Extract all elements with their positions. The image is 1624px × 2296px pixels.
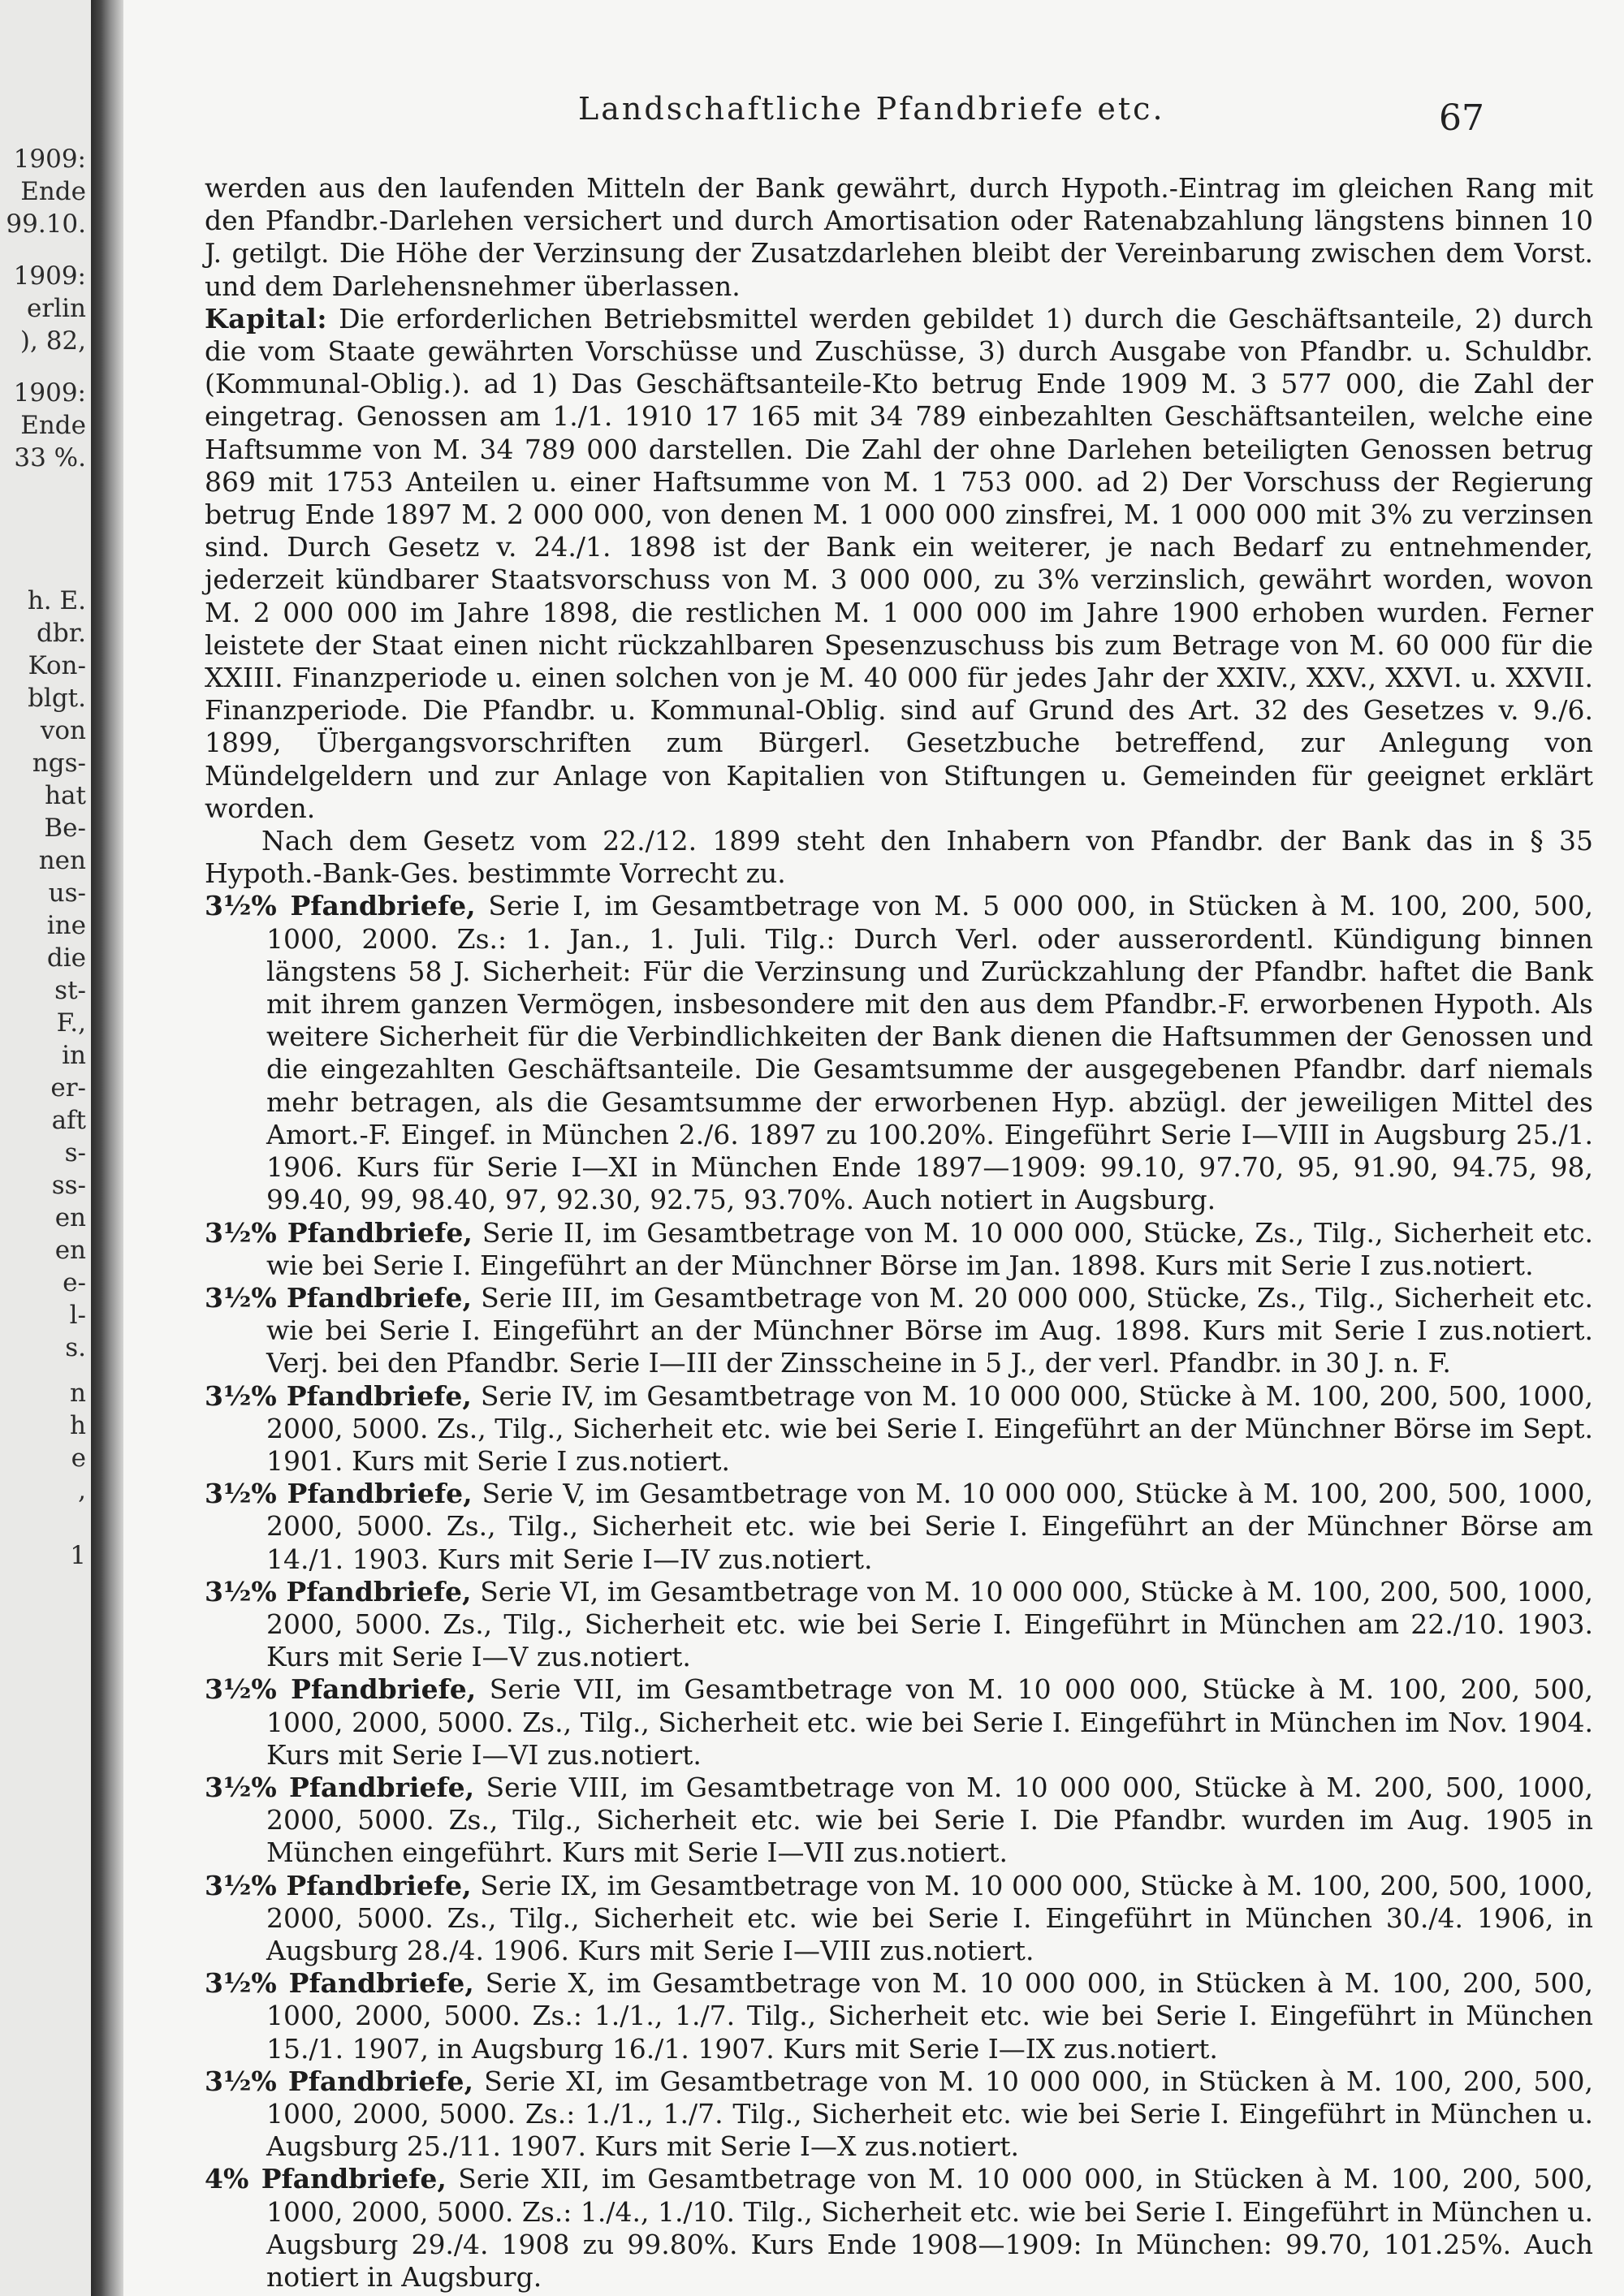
entry-lead: 3½% Pfandbriefe, bbox=[205, 1673, 477, 1706]
margin-fragment: blgt. bbox=[28, 684, 86, 713]
entry-lead: 3½% Pfandbriefe, bbox=[205, 1281, 472, 1314]
margin-fragment: ine bbox=[46, 911, 86, 940]
paragraph-text: Serie XII, im Gesamtbetrage von M. 10 000 000, in Stücken à M. 100, 200, 500, 1000, 2000, 5000. Zs.: 1./4., 1./10. Tilg., Sicherheit etc. wie bei Serie I. Eingeführt in München u. Augsburg 29./4. 1908 zu 99.80%. Kurs Ende 1908—1909: In München: 99.70, 101.25%. Auch notiert in Augsburg. bbox=[266, 2163, 1593, 2293]
entry-lead: 3½% Pfandbriefe, bbox=[205, 1771, 475, 1803]
margin-fragment: h bbox=[70, 1411, 86, 1440]
margin-fragment: Kon- bbox=[28, 651, 86, 680]
document-page bbox=[123, 0, 1624, 2296]
paragraph-text: Serie VIII, im Gesamtbetrage von M. 10 000 000, Stücke à M. 200, 500, 1000, 2000, 5000. Zs., Tilg., Sicherheit etc. wie bei Serie I. Die Pfandbr. wurden im Aug. 1905 in München eingeführt. Kurs mit Serie I—VII zus.notiert. bbox=[266, 1771, 1594, 1869]
paragraph-text: Serie IV, im Gesamtbetrage von M. 10 000 000, Stücke à M. 100, 200, 500, 1000, 2000, 5000. Zs., Tilg., Sicherheit etc. wie bei Serie I. Eingeführt an der Münchner Börse im Sept. 1901. Kurs mit Serie I zus.notiert. bbox=[266, 1379, 1593, 1477]
paragraph-text: Serie III, im Gesamtbetrage von M. 20 000 000, Stücke, Zs., Tilg., Sicherheit etc. wie bei Serie I. Eingeführt an der Münchner Börse im Aug. 1898. Kurs mit Serie I zus.notiert. Verj. bei den Pfandbr. Serie I—III der Zinsscheine in 5 J., der verl. Pfandbr. in 30 J. n. F. bbox=[266, 1281, 1593, 1379]
adjacent-page-margin bbox=[0, 0, 91, 2296]
margin-fragment: 1909: bbox=[13, 261, 86, 291]
entry-lead: 3½% Pfandbriefe, bbox=[205, 1478, 473, 1510]
entry-paragraph bbox=[205, 2163, 1593, 2294]
margin-fragment: e bbox=[71, 1444, 86, 1473]
entry-paragraph bbox=[205, 2065, 1593, 2164]
margin-fragment: dbr. bbox=[37, 619, 86, 648]
entry-lead: 3½% Pfandbriefe, bbox=[205, 1575, 472, 1608]
margin-fragment: us- bbox=[48, 878, 86, 908]
entry-paragraph bbox=[205, 1576, 1593, 1674]
margin-fragment: Ende bbox=[20, 177, 86, 206]
margin-fragment: nen bbox=[38, 846, 86, 875]
margin-fragment: von bbox=[40, 716, 86, 745]
margin-fragment: erlin bbox=[27, 294, 86, 323]
paragraph-text: Serie IX, im Gesamtbetrage von M. 10 000 000, Stücke à M. 100, 200, 500, 1000, 2000, 5000. Zs., Tilg., Sicherheit etc. wie bei Serie I. Eingeführt in München 30./4. 1906, in Augsburg 28./4. 1906. Kurs mit Serie I—VIII zus.notiert. bbox=[266, 1869, 1594, 1966]
entry-paragraph bbox=[205, 1870, 1593, 1968]
entry-paragraph bbox=[205, 1967, 1593, 2065]
entry-paragraph bbox=[205, 1772, 1593, 1870]
paragraph-text: Nach dem Gesetz vom 22./12. 1899 steht den Inhabern von Pfandbr. der Bank das in § 35 Hypoth.-Bank-Ges. bestimmte Vorrecht zu. bbox=[205, 825, 1593, 890]
margin-fragment: s. bbox=[65, 1333, 86, 1362]
margin-fragment: hat bbox=[45, 781, 86, 810]
entry-lead: 3½% Pfandbriefe, bbox=[205, 1869, 472, 1901]
paragraph-text: Serie V, im Gesamtbetrage von M. 10 000 000, Stücke à M. 100, 200, 500, 1000, 2000, 5000. Zs., Tilg., Sicherheit etc. wie bei Serie I. Eingeführt an der Münchner Börse am 14./1. 1903. Kurs mit Serie I—IV zus.notiert. bbox=[266, 1478, 1594, 1575]
margin-fragment: ngs- bbox=[32, 749, 86, 778]
margin-fragment: l- bbox=[69, 1301, 86, 1330]
margin-fragment: en bbox=[54, 1203, 86, 1232]
paragraph-text: Serie II, im Gesamtbetrage von M. 10 000 000, Stücke, Zs., Tilg., Sicherheit etc. wie bei Serie I. Eingeführt an der Münchner Börse im Jan. 1898. Kurs mit Serie I zus.notiert. bbox=[266, 1216, 1594, 1281]
body-paragraph bbox=[205, 172, 1593, 303]
body-paragraph bbox=[205, 825, 1593, 890]
margin-fragment: st- bbox=[54, 976, 86, 1005]
paragraph-text: Die erforderlichen Betriebsmittel werden gebildet 1) durch die Geschäftsanteile, 2) durch die vom Staate gewährten Vorschüsse und Zuschüsse, 3) durch Ausgabe von Pfandbr. u. Schuldbr. (Kommunal-Oblig.). ad 1) Das Geschäftsanteile-Kto betrug Ende 1909 M. 3 577 000, die Zahl der eingetrag. Genossen am 1./1. 1910 17 165 mit 34 789 einbezahlten Geschäftsanteilen, welche eine Haftsumme von M. 34 789 000 darstellen. Die Zahl der ohne Darlehen beteiligten Genossen betrug 869 mit 1753 Anteilen u. einer Haftsumme von M. 1 753 000. ad 2) Der Vorschuss der Regierung betrug Ende 1897 M. 2 000 000, von denen M. 1 000 000 zinsfrei, M. 1 000 000 mit 3% zu verzinsen sind. Durch Gesetz v. 24./1. 1898 ist der Bank ein weiterer, je nach Bedarf zu entnehmender, jederzeit kündbarer Staatsvorschuss von M. 3 000 000, zu 3% verzinslich, gewährt worden, wovon M. 2 000 000 im Jahre 1898, die restlichen M. 1 000 000 im Jahre 1900 erhoben wurden. Ferner leistete der Staat einen nicht rückzahlbaren Spesenzuschuss bis zum Betrage von M. 60 000 für die XXIII. Finanzperiode u. einen solchen von je M. 40 000 für jedes Jahr der XXIV., XXV., XXVI. u. XXVII. Finanzperiode. Die Pfandbr. u. Kommunal-Oblig. sind auf Grund des Art. 32 des Gesetzes v. 9./6. 1899, Übergangsvorschriften zum Bürgerl. Gesetzbuche betreffend, zur Anlegung von Mündelgeldern und zur Anlage von Kapitalien von Stiftungen u. Gemeinden für geeignet erklärt worden. bbox=[205, 302, 1593, 824]
entry-paragraph bbox=[205, 1217, 1593, 1282]
entry-paragraph bbox=[205, 1673, 1593, 1772]
entry-lead: 3½% Pfandbriefe, bbox=[205, 1967, 474, 2000]
margin-fragment: F., bbox=[56, 1008, 86, 1038]
margin-fragment: 99.10. bbox=[6, 209, 86, 239]
margin-fragment: ss- bbox=[51, 1171, 86, 1200]
paragraph-text: Serie I, im Gesamtbetrage von M. 5 000 000, in Stücken à M. 100, 200, 500, 1000, 2000. Zs.: 1. Jan., 1. Juli. Tilg.: Durch Verl. oder ausserordentl. Kündigung binnen längstens 58 J. Sicherheit: Für die Verzinsung und Zurückzahlung der Pfandbr. haftet die Bank mit ihrem ganzen Vermögen, insbesondere mit den aus dem Pfandbr.-F. erworbenen Hypoth. Als weitere Sicherheit für die Verbindlichkeiten der Bank dienen die Haftsummen der Genossen und die eingezahlten Geschäftsanteile. Die Gesamtsumme der ausgegebenen Pfandbr. darf niemals mehr betragen, als die Gesamtsumme der erworbenen Hyp. abzügl. der jeweiligen Mittel des Amort.-F. Eingef. in München 2./6. 1897 zu 100.20%. Eingeführt Serie I—VIII in Augsburg 25./1. 1906. Kurs für Serie I—XI in München Ende 1897—1909: 99.10, 97.70, 95, 91.90, 94.75, 98, 99.40, 99, 98.40, 97, 92.30, 92.75, 93.70%. Auch notiert in Augsburg. bbox=[266, 890, 1593, 1216]
margin-fragment: 1909: bbox=[13, 145, 86, 174]
entry-paragraph bbox=[205, 1380, 1593, 1478]
margin-fragment: e- bbox=[63, 1268, 86, 1297]
page-number: 67 bbox=[1439, 97, 1484, 139]
margin-fragment: die bbox=[46, 943, 86, 973]
entry-lead: 4% Pfandbriefe, bbox=[205, 2163, 447, 2195]
margin-fragment: 1 bbox=[70, 1541, 86, 1570]
entry-lead: 3½% Pfandbriefe, bbox=[205, 2065, 473, 2097]
margin-fragment: h. E. bbox=[27, 586, 86, 615]
margin-fragment: er- bbox=[50, 1073, 86, 1103]
margin-fragment: en bbox=[54, 1236, 86, 1265]
entry-lead: 3½% Pfandbriefe, bbox=[205, 890, 476, 922]
entry-lead: Kapital: bbox=[205, 302, 328, 334]
entry-lead: 3½% Pfandbriefe, bbox=[205, 1216, 473, 1249]
running-title: Landschaftliche Pfandbriefe etc. bbox=[578, 91, 1165, 127]
margin-fragment: 33 %. bbox=[14, 443, 86, 473]
entry-paragraph bbox=[205, 303, 1593, 825]
paragraph-text: Serie X, im Gesamtbetrage von M. 10 000 000, in Stücken à M. 100, 200, 500, 1000, 2000, 5000. Zs.: 1./1., 1./7. Tilg., Sicherheit etc. wie bei Serie I. Eingeführt in München 15./1. 1907, in Augsburg 16./1. 1907. Kurs mit Serie I—IX zus.notiert. bbox=[266, 1967, 1593, 2065]
entry-paragraph bbox=[205, 1478, 1593, 1576]
margin-fragment: 1909: bbox=[13, 378, 86, 408]
body-text bbox=[205, 172, 1593, 2294]
margin-fragment: , bbox=[78, 1476, 86, 1505]
paragraph-text: Serie VI, im Gesamtbetrage von M. 10 000 000, Stücke à M. 100, 200, 500, 1000, 2000, 5000. Zs., Tilg., Sicherheit etc. wie bei Serie I. Eingeführt in München am 22./10. 1903. Kurs mit Serie I—V zus.notiert. bbox=[266, 1575, 1593, 1673]
entry-paragraph bbox=[205, 1282, 1593, 1380]
margin-fragment: in bbox=[62, 1041, 86, 1070]
margin-fragment: Ende bbox=[20, 411, 86, 440]
book-binding-gutter bbox=[91, 0, 123, 2296]
margin-fragment: n bbox=[70, 1379, 86, 1408]
paragraph-text: Serie VII, im Gesamtbetrage von M. 10 000 000, Stücke à M. 100, 200, 500, 1000, 2000, 5000. Zs., Tilg., Sicherheit etc. wie bei Serie I. Eingeführt in München im Nov. 1904. Kurs mit Serie I—VI zus.notiert. bbox=[266, 1673, 1594, 1771]
entry-lead: 3½% Pfandbriefe, bbox=[205, 1379, 472, 1412]
margin-fragment: ), 82, bbox=[19, 326, 86, 356]
paragraph-text: werden aus den laufenden Mitteln der Bank gewährt, durch Hypoth.-Eintrag im gleichen Rang mit den Pfandbr.-Darlehen versichert und durch Amortisation oder Ratenabzahlung längstens binnen 10 J. getilgt. Die Höhe der Verzinsung der Zusatzdarlehen bleibt der Vereinbarung zwischen dem Vorst. und dem Darlehensnehmer überlassen. bbox=[205, 172, 1593, 302]
margin-fragment: Be- bbox=[44, 814, 86, 843]
margin-fragment: s- bbox=[64, 1138, 86, 1167]
margin-fragment: aft bbox=[51, 1106, 86, 1135]
entry-paragraph bbox=[205, 890, 1593, 1216]
paragraph-text: Serie XI, im Gesamtbetrage von M. 10 000 000, in Stücken à M. 100, 200, 500, 1000, 2000, 5000. Zs.: 1./1., 1./7. Tilg., Sicherheit etc. wie bei Serie I. Eingeführt in München u. Augsburg 25./11. 1907. Kurs mit Serie I—X zus.notiert. bbox=[266, 2065, 1593, 2163]
